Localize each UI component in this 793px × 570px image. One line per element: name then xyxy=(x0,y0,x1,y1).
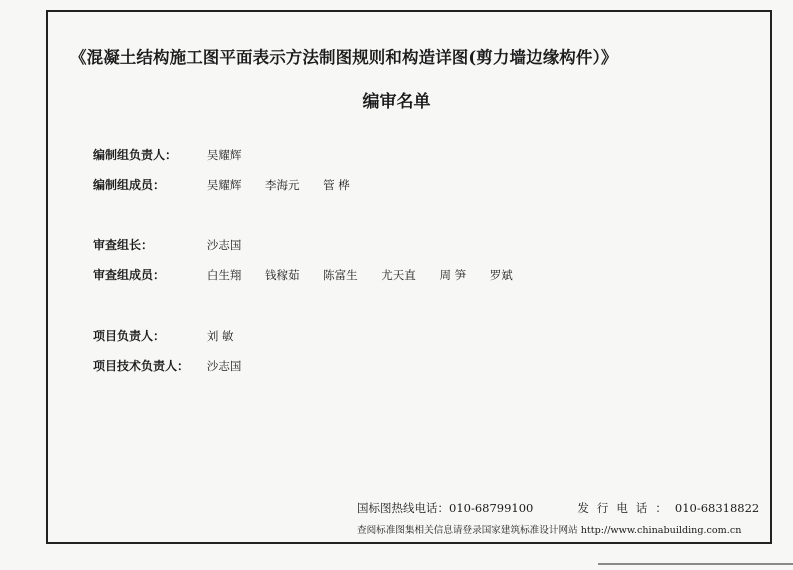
reviewer-name: 尤天直 xyxy=(381,268,416,282)
lead-label: 编制组负责人： xyxy=(93,148,178,162)
website-note: 查阅标准图集相关信息请登录国家建筑标准设计网站 http://www.chinabuilding.com.cn xyxy=(357,525,742,536)
dist-number: 010-68318822 xyxy=(674,501,760,515)
project-lead-row xyxy=(93,327,253,345)
reviewer-name: 白生翔 xyxy=(206,268,242,282)
member-name: 吴耀辉 xyxy=(206,178,242,192)
reviewer-name: 周 笋 xyxy=(439,268,467,282)
project-lead-label: 项目负责人： xyxy=(93,329,166,343)
tech-lead-name: 沙志国 xyxy=(206,359,242,373)
member-name: 李海元 xyxy=(264,178,300,192)
tech-lead-label: 项目技术负责人： xyxy=(93,359,190,373)
document-subtitle: 编审名单 xyxy=(362,92,431,112)
edge-line xyxy=(598,563,793,565)
member-name: 管 桦 xyxy=(323,178,350,192)
dist-label: 发行电话： xyxy=(577,501,675,515)
project-lead-name: 刘 敏 xyxy=(206,329,234,343)
hotline-number: 010-68799100 xyxy=(449,501,534,515)
document-title: 《混凝土结构施工图平面表示方法制图规则和构造详图(剪力墙边缘构件）》 xyxy=(70,48,618,67)
review-lead-name: 沙志国 xyxy=(206,238,242,252)
tech-lead-row xyxy=(93,357,261,375)
review-lead-label: 审查组长： xyxy=(93,238,154,252)
reviewer-name: 罗斌 xyxy=(489,268,513,282)
lead-name: 吴耀辉 xyxy=(206,148,242,162)
reviewer-name: 钱稼茹 xyxy=(264,268,300,282)
members-row xyxy=(93,176,370,194)
lead-row xyxy=(93,146,261,164)
review-lead-row xyxy=(93,236,261,254)
hotline-label: 国标图热线电话： xyxy=(357,501,449,515)
review-members-row xyxy=(93,266,533,284)
reviewer-name: 陈富生 xyxy=(323,268,358,282)
review-members-label: 审查组成员： xyxy=(93,268,166,282)
footer-phones xyxy=(357,500,759,516)
members-label: 编制组成员： xyxy=(93,178,166,192)
